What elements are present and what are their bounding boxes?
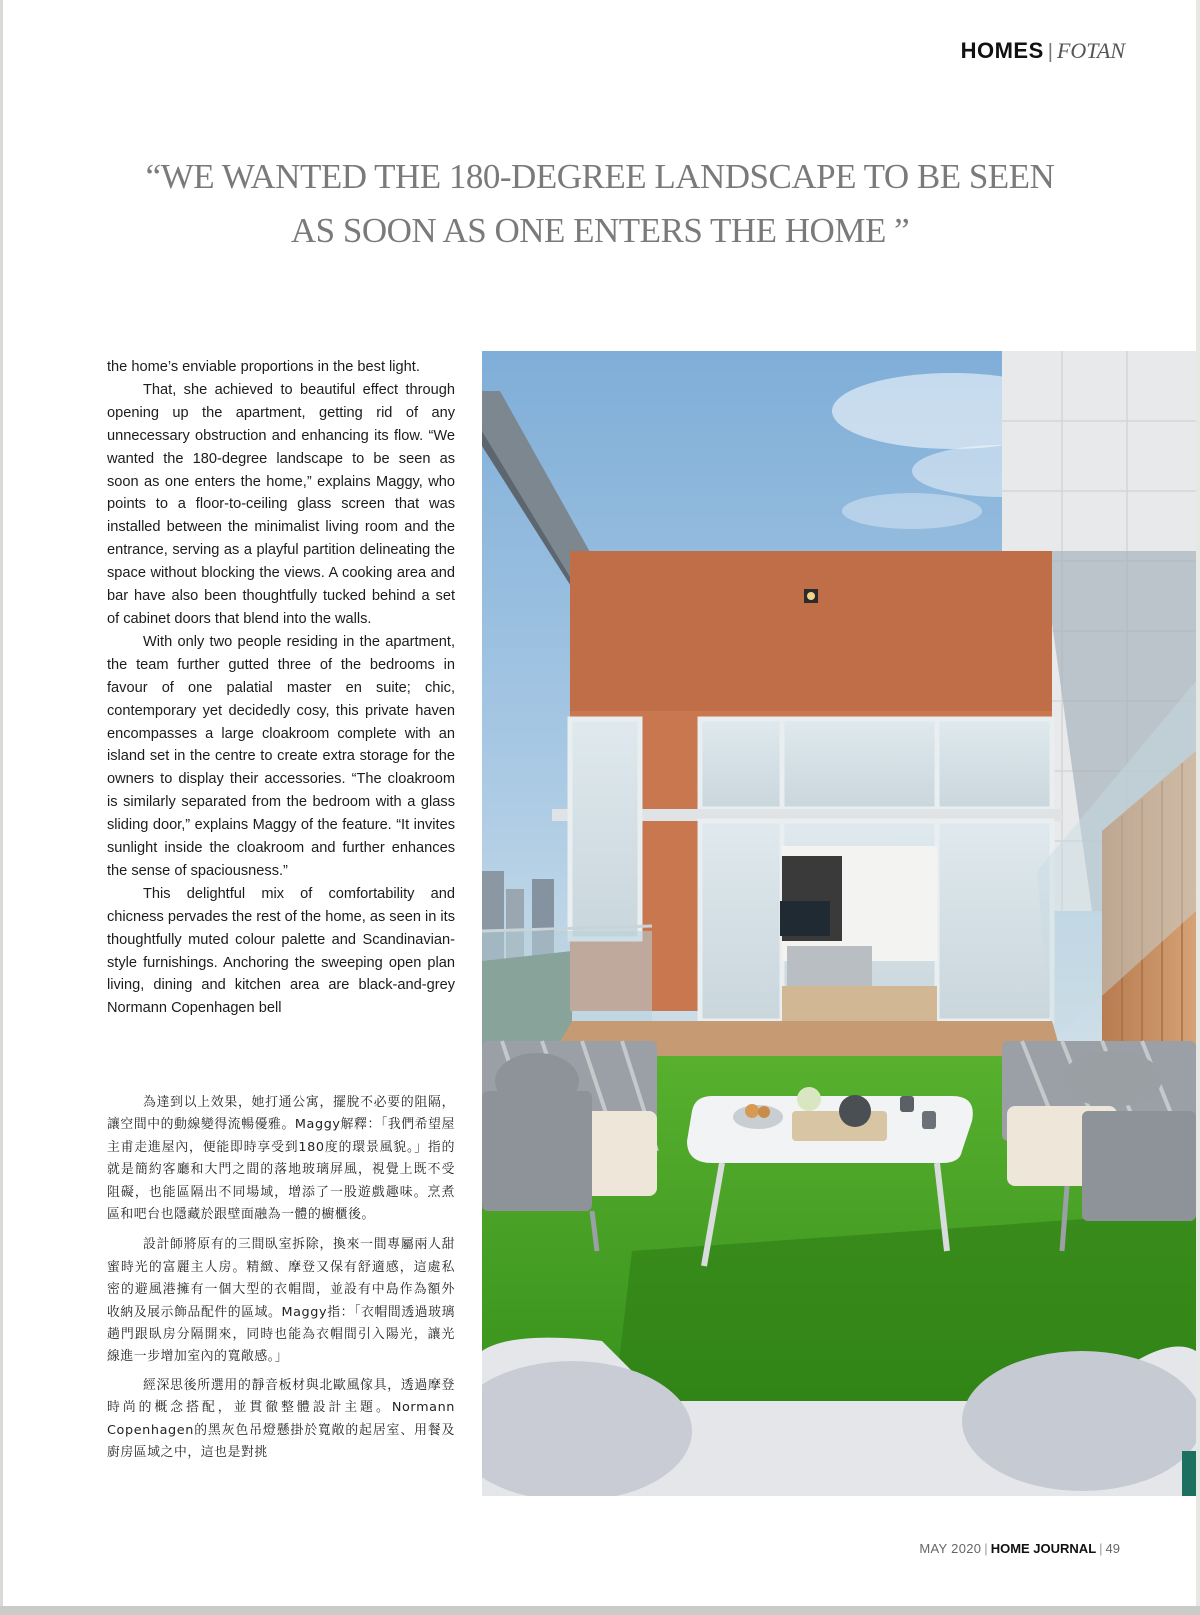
article-paragraph: This delightful mix of comfortability and chicness pervades the rest of the home, as seen in its thoughtfully muted colour palette and Scandinavian-style furnishings. Anchoring the sweeping open plan living, dining and kitchen area are black-and-grey Normann Copenhagen bell [107,885,456,1017]
article-paragraph: 設計師將原有的三間臥室拆除，換來一間專屬兩人甜蜜時光的富麗主人房。精緻、摩登又保有舒適感，這處私密的避風港擁有一個大型的衣帽間，並設有中島作為額外收納及展示飾品配件的區域。Maggy指：「衣帽間透過玻璃趟門跟臥房分隔開來，同時也能為衣帽間引入陽光，讓光線進一步增加室內的寬敞感。」 [107,1237,455,1365]
tv [780,901,830,936]
cloud [842,493,982,529]
terracotta-wall-shade [570,551,1052,711]
magazine-title: HOME JOURNAL [990,1541,1097,1556]
lounge-chair-right-pillow [1062,1051,1162,1107]
article-body-english [107,356,455,1020]
pull-quote [70,150,1130,258]
article-paragraph: With only two people residing in the apartment, the team further gutted three of the bedrooms in favour of one palatial master en suite; chic, contemporary yet decidedly cosy, this private haven encompasses a large cloakroom complete with an island set in the centre to create extra storage for the owners to display their accessories. “The cloakroom is similarly separated from the bedroom with a glass sliding door,” explains Maggy of the feature. “It invites sunlight inside the cloakroom and further enhances the sense of spaciousness.” [107,633,455,879]
teapot [839,1095,871,1127]
section-label: HOMES [960,38,1044,63]
footer-separator: | [1099,1541,1103,1556]
article-paragraph: That, she achieved to beautiful effect through opening up the apartment, getting rid of any unnecessary obstruction and enhancing its flow. “We wanted the 180-degree landscape to be seen as soon as one enters the home,” explains Maggy, who points to a floor-to-ceiling glass screen that was installed between the minimalist living room and the entrance, serving as a playful partition delineating the space without blocking the views. A cooking area and bar have also been thoughtfully tucked behind a set of cabinet doors that blend into the walls. [107,381,455,627]
article-body-chinese [107,1092,455,1471]
page-header [860,38,1125,64]
location-label: FOTAN [1056,38,1125,63]
serving-tray [792,1111,887,1141]
article-paragraph: 為達到以上效果，她打通公寓，擺脫不必要的阻隔，讓空間中的動線變得流暢優雅。Maggy解釋：「我們希望屋主甫走進屋內，便能即時享受到180度的環景風貌。」指的就是簡約客廳和大門之間的落地玻璃屏風，視覺上既不受阻礙，也能區隔出不同場域，增添了一股遊戲趣味。烹煮區和吧台也隱藏於跟壁面融為一體的櫥櫃後。 [107,1095,455,1223]
pull-quote-line: AS SOON AS ONE ENTERS THE HOME ” [290,211,910,250]
lounge-chair-left-side [482,1091,592,1211]
flowers [797,1087,821,1111]
cup [900,1096,914,1112]
terrace-photo [482,351,1196,1496]
pull-quote-line: “WE WANTED THE 180-DEGREE LANDSCAPE TO BE SEEN [145,157,1055,196]
issue-date: MAY 2020 [919,1541,982,1556]
article-paragraph: the home’s enviable proportions in the best light. [107,359,420,375]
side-window [570,719,640,939]
page-edge [1196,0,1200,1615]
page-number: 49 [1105,1541,1120,1556]
article-paragraph: 經深思後所選用的靜音板材與北歐風傢具，透過摩登時尚的概念搭配，並貫徹整體設計主題。Normann Copenhagen的黑灰色吊燈懸掛於寬敞的起居室、用餐及廚房區域之中，這也是對挑 [107,1377,455,1461]
glass-door-upper [700,719,1052,809]
page-footer [880,1541,1120,1556]
foreground-pillow-right [962,1351,1196,1491]
lounge-chair-right-side [1082,1111,1196,1221]
page-edge [0,1606,1200,1615]
cup [922,1111,936,1129]
page-edge [0,0,3,1615]
sofa [787,946,872,986]
header-separator: | [1047,41,1053,63]
footer-separator: | [984,1541,988,1556]
interior-floor [782,986,937,1021]
